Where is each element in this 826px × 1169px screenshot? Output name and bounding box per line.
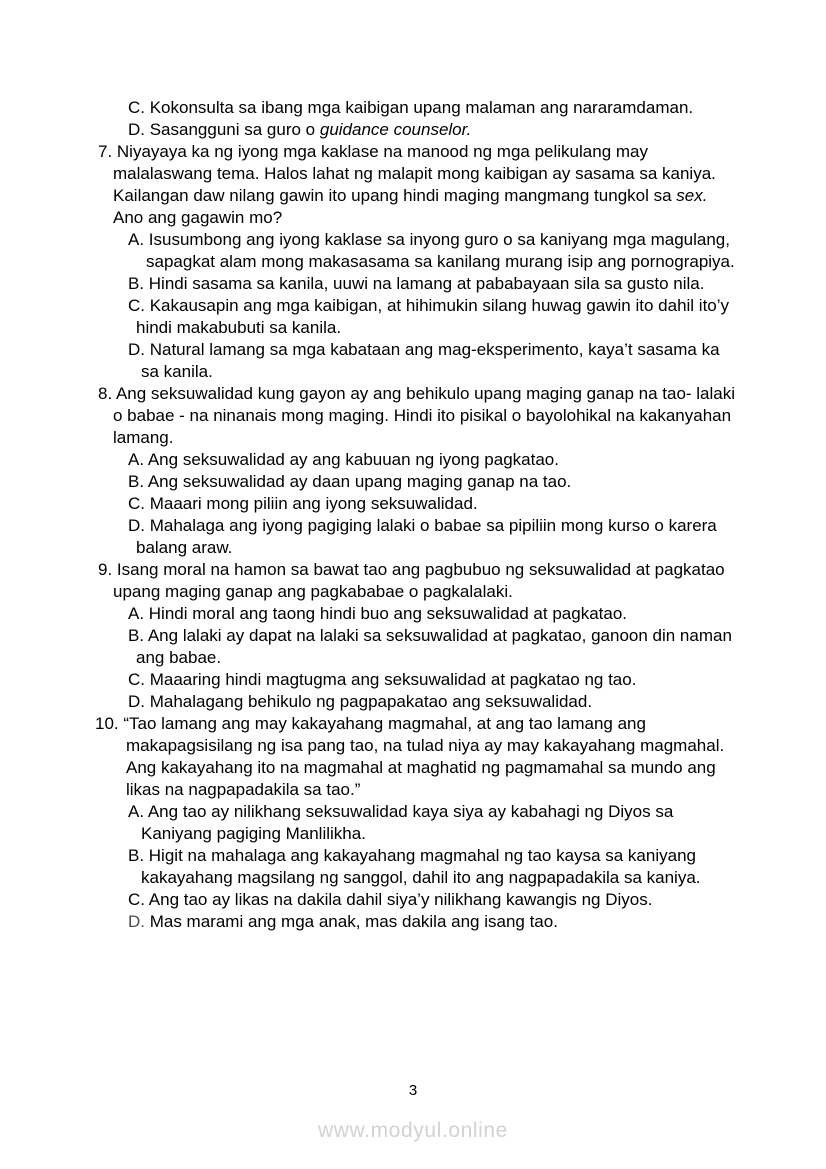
text-segment: D. Mahalagang behikulo ng pagpapakatao ang seksuwalidad. [128,692,593,711]
text-segment: ang babae. [136,648,222,667]
text-segment: kakayahang magsilang ng sanggol, dahil ito ang nagpapadakila sa kaniya. [141,868,701,887]
text-segment: A. Isusumbong ang iyong kaklase sa inyong guro o sa kaniyang mga magulang, [128,230,730,249]
text-line [0,207,826,229]
text-line [0,141,826,163]
text-segment: 7. Niyayaya ka ng iyong mga kaklase na manood ng mga pelikulang may [98,142,648,161]
italic-text-segment: guidance counselor. [319,120,472,139]
text-segment: o babae - na ninanais mong maging. Hindi ito pisikal o bayolohikal na kakanyahan [113,406,732,425]
text-line [0,823,826,845]
text-line [0,911,826,933]
page-number: 3 [408,1082,418,1099]
text-line [0,119,826,141]
text-line [0,537,826,559]
text-segment: balang araw. [136,538,233,557]
text-line [0,317,826,339]
text-line [0,251,826,273]
document-body [0,97,826,933]
text-line [0,361,826,383]
text-line [0,273,826,295]
text-line [0,779,826,801]
text-line [0,647,826,669]
text-line [0,889,826,911]
text-line [0,185,826,207]
text-segment: Ang kakayahang ito na magmahal at maghatid ng pagmamahal sa mundo ang [126,758,716,777]
text-segment: D. Mahalaga ang iyong pagiging lalaki o babae sa pipiliin mong kurso o karera [128,516,717,535]
text-line [0,735,826,757]
text-line [0,295,826,317]
text-line [0,559,826,581]
text-segment: 8. Ang seksuwalidad kung gayon ay ang behikulo upang maging ganap na tao- lalaki [98,384,736,403]
watermark-text: www.modyul.online [318,1119,508,1142]
text-line [0,845,826,867]
italic-text-segment: sex. [676,186,708,205]
text-segment: C. Kokonsulta sa ibang mga kaibigan upang malaman ang nararamdaman. [128,98,694,117]
text-segment: A. Ang tao ay nilikhang seksuwalidad kaya siya ay kabahagi ng Diyos sa [128,802,674,821]
text-line [0,625,826,647]
text-segment: Mas marami ang mga anak, mas dakila ang isang tao. [145,912,558,931]
text-line [0,603,826,625]
text-line [0,405,826,427]
text-line [0,581,826,603]
text-line [0,801,826,823]
text-segment: 9. Isang moral na hamon sa bawat tao ang pagbubuo ng seksuwalidad at pagkatao [98,560,725,579]
text-line [0,383,826,405]
text-segment: D. Sasangguni sa guro o [128,120,320,139]
text-segment: A. Ang seksuwalidad ay ang kabuuan ng iyong pagkatao. [128,450,559,469]
text-segment: sa kanila. [141,362,213,381]
text-line [0,229,826,251]
text-segment: Kaniyang pagiging Manlilikha. [141,824,366,843]
text-segment: D. Natural lamang sa mga kabataan ang mag-eksperimento, kaya’t sasama ka [128,340,720,359]
text-line [0,493,826,515]
text-line [0,669,826,691]
text-line [0,757,826,779]
text-segment: malalaswang tema. Halos lahat ng malapit mong kaibigan ay sasama sa kaniya. [113,164,716,183]
text-segment: makapagsisilang ng isa pang tao, na tulad niya ay may kakayahang magmahal. [126,736,725,755]
text-segment: lamang. [113,428,174,447]
text-segment: B. Ang lalaki ay dapat na lalaki sa seksuwalidad at pagkatao, ganoon din naman [128,626,732,645]
text-line [0,427,826,449]
text-segment: sapagkat alam mong makasasama sa kanilang murang isip ang pornograpiya. [146,252,735,271]
text-segment: hindi makabubuti sa kanila. [136,318,342,337]
text-line [0,97,826,119]
text-segment: likas na nagpapadakila sa tao.” [126,780,361,799]
text-line [0,691,826,713]
text-segment: B. Ang seksuwalidad ay daan upang maging ganap na tao. [128,472,572,491]
text-segment: C. Maaaring hindi magtugma ang seksuwalidad at pagkatao ng tao. [128,670,637,689]
text-line [0,867,826,889]
text-segment: upang maging ganap ang pagkababae o pagkalalaki. [113,582,513,601]
text-line [0,471,826,493]
text-segment: C. Maaari mong piliin ang iyong seksuwalidad. [128,494,478,513]
text-segment: Kailangan daw nilang gawin ito upang hindi maging mangmang tungkol sa [113,186,677,205]
text-line [0,339,826,361]
text-segment: C. Ang tao ay likas na dakila dahil siya’y nilikhang kawangis ng Diyos. [128,890,653,909]
text-segment: C. Kakausapin ang mga kaibigan, at hihimukin silang huwag gawin ito dahil ito’y [128,296,730,315]
text-segment: B. Higit na mahalaga ang kakayahang magmahal ng tao kaysa sa kaniyang [128,846,696,865]
text-line [0,163,826,185]
text-segment: D. [128,912,145,931]
text-line [0,515,826,537]
text-segment: 10. “Tao lamang ang may kakayahang magmahal, at ang tao lamang ang [95,714,646,733]
text-segment: Ano ang gagawin mo? [113,208,283,227]
text-line [0,713,826,735]
text-segment: B. Hindi sasama sa kanila, uuwi na lamang at pababayaan sila sa gusto nila. [128,274,705,293]
text-segment: A. Hindi moral ang taong hindi buo ang seksuwalidad at pagkatao. [128,604,628,623]
text-line [0,449,826,471]
